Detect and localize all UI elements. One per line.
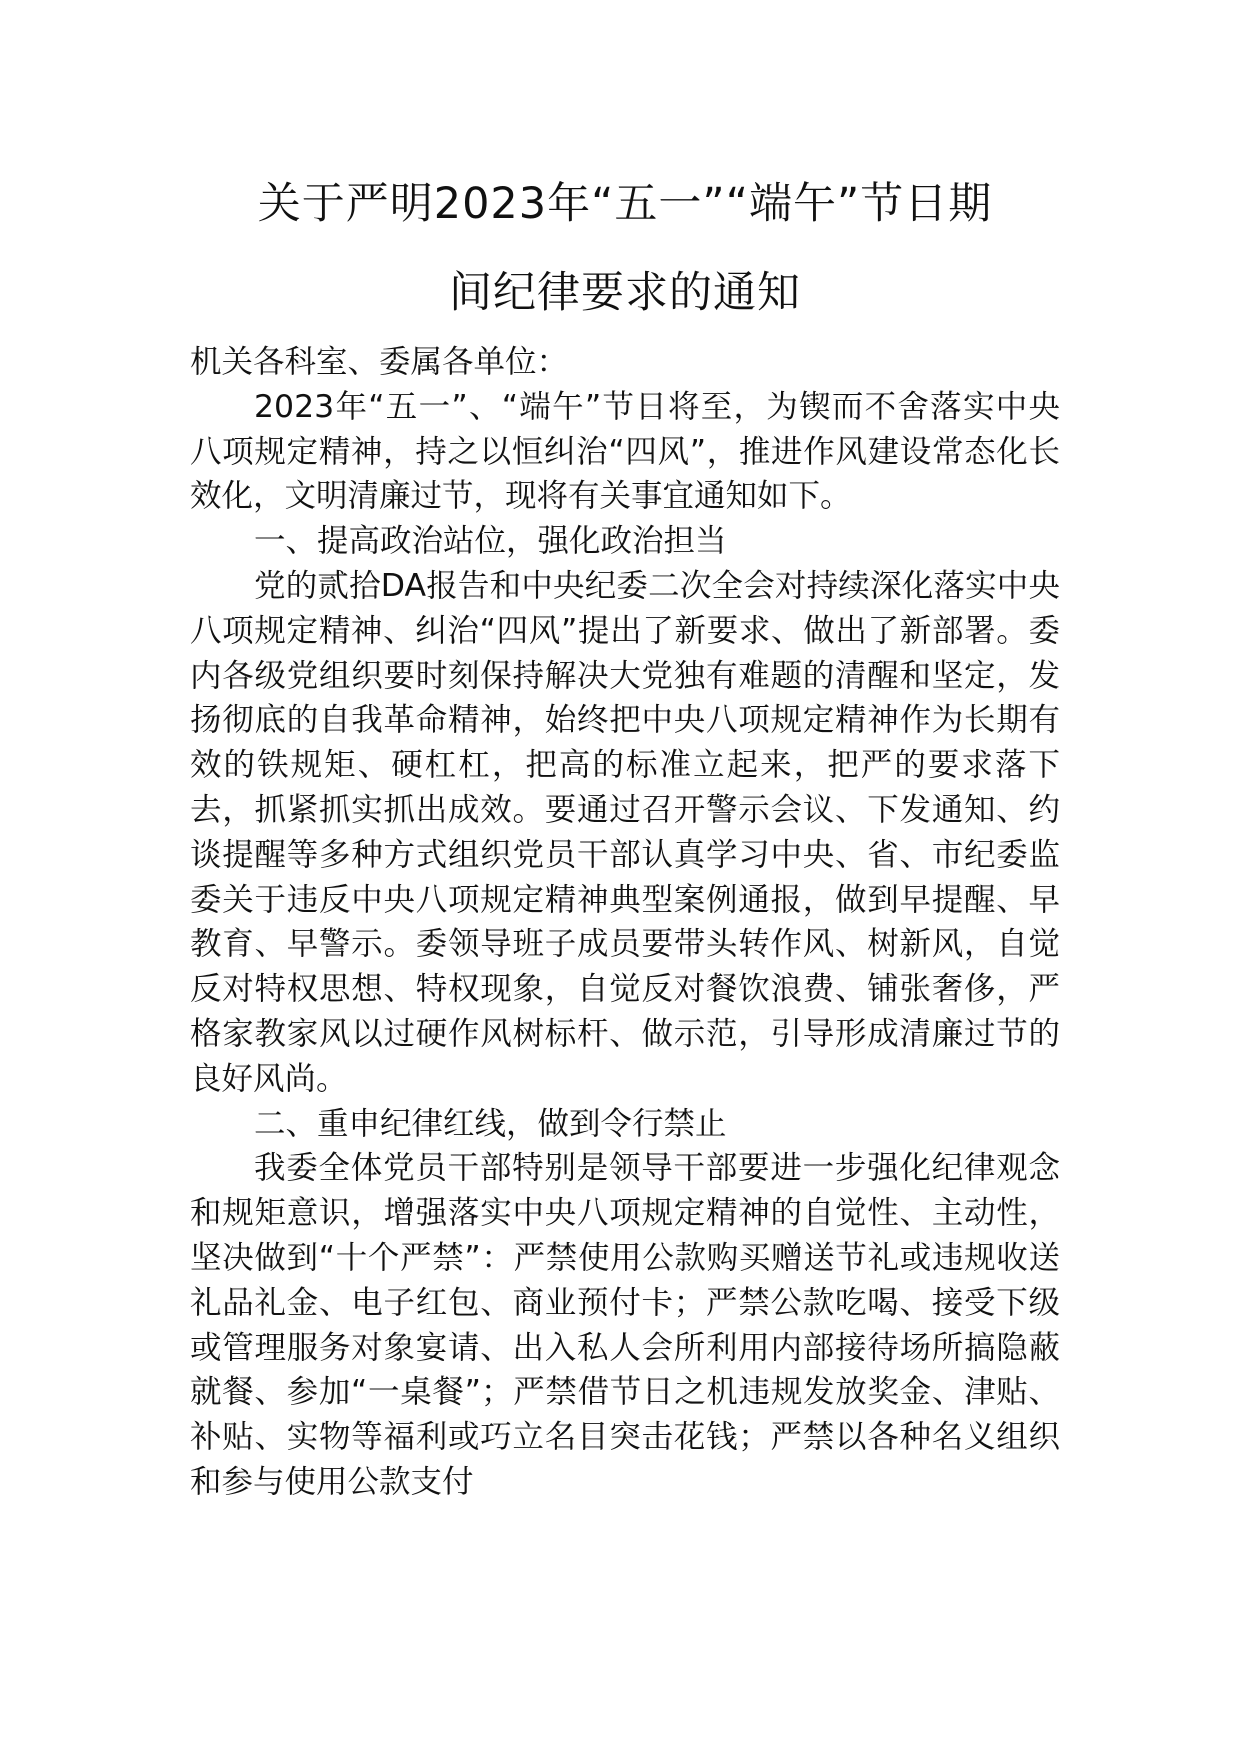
intro-paragraph: 2023年“五一”、“端午”节日将至，为锲而不舍落实中央八项规定精神，持之以恒纠治“四风”，推进作风建设常态化长效化，文明清廉过节，现将有关事宜通知如下。 [190,388,1060,515]
section-2-heading: 二、重申纪律红线，做到令行禁止 [254,1105,727,1142]
title-line-1: 关于严明2023年“五一”“端午”节日期 [257,179,993,229]
section-1-paragraph: 党的贰拾DA报告和中央纪委二次全会对持续深化落实中央八项规定精神、纠治“四风”提出了新要求、做出了新部署。委内各级党组织要时刻保持解决大党独有难题的清醒和坚定，发扬彻底的自我革命精神，始终把中央八项规定精神作为长期有效的铁规矩、硬杠杠，把高的标准立起来，把严的要求落下去，抓紧抓实抓出成效。要通过召开警示会议、下发通知、约谈提醒等多种方式组织党员干部认真学习中央、省、市纪委监委关于违反中央八项规定精神典型案例通报，做到早提醒、早教育、早警示。委领导班子成员要带头转作风、树新风，自觉反对特权思想、特权现象，自觉反对餐饮浪费、铺张奢侈，严格家教家风以过硬作风树标杆、做示范，引导形成清廉过节的良好风尚。 [190,567,1060,1097]
salutation: 机关各科室、委属各单位： [190,344,569,380]
document-title [190,160,1060,338]
title-line-2: 间纪律要求的通知 [449,268,801,318]
section-2-paragraph: 我委全体党员干部特别是领导干部要进一步强化纪律观念和规矩意识，增强落实中央八项规定精神的自觉性、主动性，坚决做到“十个严禁”：严禁使用公款购买赠送节礼或违规收送礼品礼金、电子红包、商业预付卡；严禁公款吃喝、接受下级或管理服务对象宴请、出入私人会所利用内部接待场所搞隐蔽就餐、参加“一桌餐”；严禁借节日之机违规发放奖金、津贴、补贴、实物等福利或巧立名目突击花钱；严禁以各种名义组织和参与使用公款支付 [190,1150,1060,1500]
document-body [190,340,1060,1505]
document-content [190,160,1060,1505]
section-1-heading: 一、提高政治站位，强化政治担当 [254,523,727,560]
